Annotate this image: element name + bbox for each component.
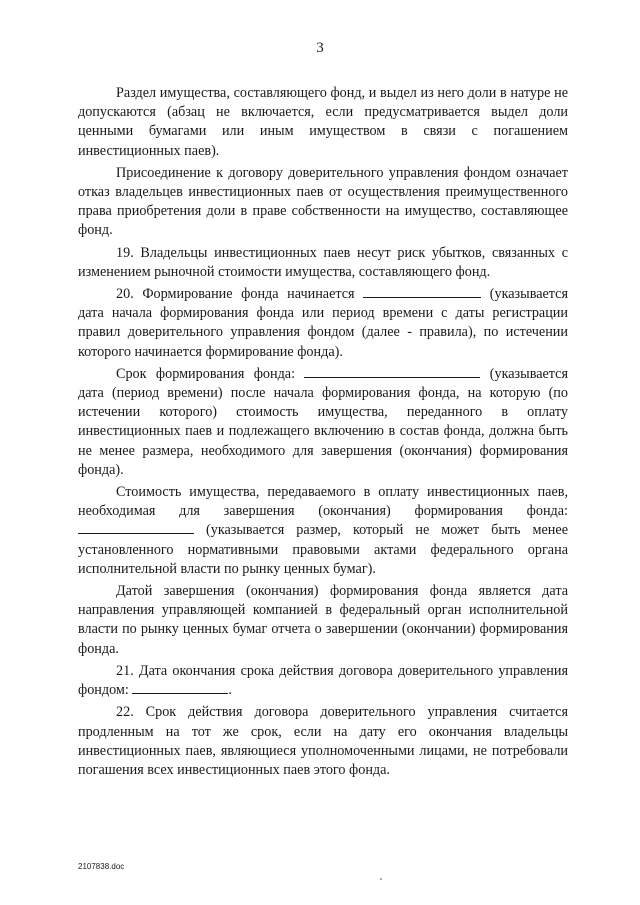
paragraph-formation-completion-date: Датой завершения (окончания) формирования фонда является дата направления управляющей компанией в федеральный орган исполнительной власти по рынку ценных бумаг отчета о завершении (окончании) формирования фонда.: [78, 583, 568, 657]
paragraph-22-extension: 22. Срок действия договора доверительного управления считается продленным на тот же срок, если на дату его окончания владельцы инвестиционных паев, являющиеся уполномоченными лицами, не потребовали погашения всех инвестиционных паев этого фонда.: [78, 704, 568, 778]
page-number: 3: [316, 40, 324, 56]
fill-in-blank-line: [132, 681, 228, 694]
fill-in-blank-line: [78, 521, 194, 534]
paragraph-text-after-blank: (указывается размер, который не может быть менее установленного нормативными правовыми актами федерального органа исполнительной власти по рынку ценных бумаг).: [78, 522, 568, 577]
paragraph-19-risk: 19. Владельцы инвестиционных паев несут риск убытков, связанных с изменением рыночной стоимости имущества, составляющего фонд.: [78, 244, 568, 280]
paragraph-text-after-blank: (указывается дата начала формирования фонда или период времени с даты регистрации правил доверительного управления фондом (далее - правила), по истечении которого начинается формирование фонда).: [78, 286, 568, 360]
paragraph-text-before-blank: 20. Формирование фонда начинается: [116, 286, 364, 303]
fill-in-blank-line: [363, 285, 481, 298]
fill-in-blank-line: [304, 365, 480, 378]
paragraph-text-before-blank: Стоимость имущества, передаваемого в оплату инвестиционных паев, необходимая для завершения (окончания) формирования фонда:: [78, 484, 568, 520]
paragraph-formation-period: [78, 365, 568, 480]
scan-dot: [380, 878, 382, 880]
paragraph-text-before-blank: Срок формирования фонда:: [116, 365, 305, 382]
paragraph-joining-agreement: Присоединение к договору доверительного управления фондом означает отказ владельцев инвестиционных паев от осуществления преимущественного права приобретения доли в праве собственности на имущество, составляющее фонд.: [78, 164, 568, 239]
document-body: [78, 84, 568, 783]
paragraph-21-end-date: [78, 662, 568, 700]
footer-filename: 2107838.doc: [78, 862, 125, 871]
paragraph-text-after-blank: (указывается дата (период времени) после начала формирования фонда, на которую (по истечении которого) стоимость имущества, переданного в оплату инвестиционных паев и подлежащего включению в состав фонда, должна быть не менее размера, необходимого для завершения (окончания) формирования фонда).: [78, 365, 568, 478]
paragraph-text-before-blank: 21. Дата окончания срока действия договора доверительного управления фондом:: [78, 662, 568, 699]
paragraph-property-value: [78, 483, 568, 579]
paragraph-20-formation-start: [78, 285, 568, 362]
paragraph-no-partition: Раздел имущества, составляющего фонд, и выдел из него доли в натуре не допускаются (абзац не включается, если предусматривается выдел доли ценными бумагами или иным имуществом в связи с погашением инвестиционных паев).: [78, 85, 568, 159]
paragraph-text-after-blank: .: [228, 682, 232, 699]
